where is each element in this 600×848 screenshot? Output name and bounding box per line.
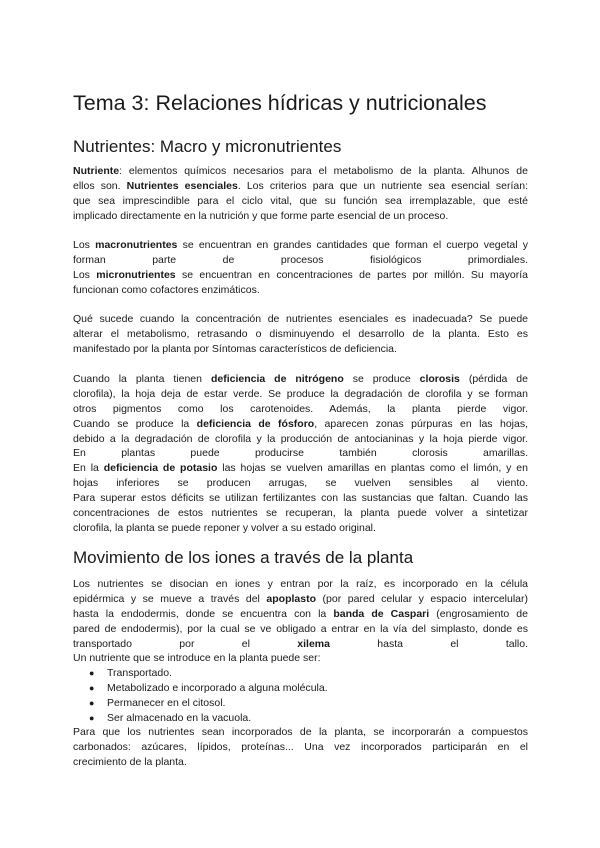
section-heading-movimiento-iones: Movimiento de los iones a través de la planta [73,548,414,567]
bullet-icon: ● [89,712,95,723]
paragraph-transporte-iones [73,577,528,666]
paragraph-deficiencias [73,372,528,536]
page-title: Tema 3: Relaciones hídricas y nutricionales [73,91,487,115]
bullet-icon: ● [89,697,95,708]
bold-term: banda de Caspari [333,607,430,620]
bold-term: clorosis [419,373,460,385]
bold-term: deficiencia de fósforo [196,417,315,430]
list-item-text: Metabolizado e incorporado a alguna molécula. [107,681,328,694]
list-item [73,711,528,726]
text-line: que sea imprescindible para el ciclo vital, que su función sea irremplazable, que esté [73,194,528,207]
text-line: clorofila), la hoja deja de estar verde. Se produce la degradación de clorofila y se forman [73,387,528,400]
text-line: Nutriente: elementos químicos necesarios para el metabolismo de la planta. Alhunos de [73,165,528,177]
text-line: Para que los nutrientes sean incorporados de la planta, se incorporarán a compuestos [73,726,528,738]
text-line: Cuando se produce la deficiencia de fósforo, aparecen zonas púrpuras en las hojas, [73,417,528,430]
text-line: Un nutriente que se introduce en la planta puede ser: [73,652,321,665]
bold-term: deficiencia de potasio [103,462,218,475]
list-item-text: Transportado. [107,667,172,679]
paragraph-macro-micronutrientes [73,238,528,298]
text-line: implicado directamente en la nutrición y que forme parte esencial de un proceso. [73,209,449,222]
text-line: Los micronutrientes se encuentran en concentraciones de partes por millón. Su mayoría [73,268,528,281]
paragraph-nutriente-definition [73,164,528,224]
text-line: debido a la degradación de clorofila y la producción de antocianinas y la hoja pierde vigor. [73,432,528,445]
bullet-icon: ● [89,682,95,693]
bold-term: apoplasto [266,592,317,605]
text-line: alterar el metabolismo, retrasando o disminuyendo el desarrollo de la planta. Esto es [73,327,528,340]
bold-term: macronutrientes [95,239,178,251]
text-line: En la deficiencia de potasio las hojas se vuelven amarillas en plantas como el limón, y en [73,462,528,475]
bold-term: Nutriente [73,165,120,177]
text-line: manifestado por la planta por Síntomas característicos de deficiencia. [73,342,397,355]
section-heading-nutrientes: Nutrientes: Macro y micronutrientes [73,137,342,156]
bold-term: xilema [297,637,330,650]
text-line: epidérmica y se mueve a través del apoplasto (por pared celular y espacio intercelular) [73,592,528,605]
text-line: otros pigmentos como los carotenoides. Además, la planta pierde vigor. [73,402,528,415]
text-line: forman parte de procesos fisiológicos primordiales. [73,253,528,266]
paragraph-concentracion-inadecuada [73,312,528,357]
text-line: Los nutrientes se disocian en iones y entran por la raíz, es incorporado en la célula [73,578,528,590]
paragraph-compuestos-carbonados [73,725,528,770]
bold-term: deficiencia de nitrógeno [210,373,344,385]
bullet-list-destino-nutriente [73,666,528,726]
text-line: clorofila, la planta se puede reponer y volver a su estado original. [73,521,376,534]
text-line: concentraciones de estos nutrientes se recuperan, la planta puede volver a sintetizar [73,507,528,520]
text-line: crecimiento de la planta. [73,755,187,768]
text-line: hasta la endodermis, donde se encuentra con la banda de Caspari (engrosamiento de [73,607,528,620]
list-item [73,681,528,696]
text-line: pared de endodermis), por la cual se ve obligado a entrar en la vía del simplasto, donde es [73,622,528,635]
text-line: En plantas puede producirse también clorosis amarillas. [73,447,528,460]
text-line: Cuando la planta tienen deficiencia de nitrógeno se produce clorosis (pérdida de [73,373,528,385]
bullet-icon: ● [89,668,95,678]
bold-term: micronutrientes [96,268,176,281]
text-line: Qué sucede cuando la concentración de nutrientes esenciales es inadecuada? Se puede [73,313,528,325]
list-item [73,696,528,711]
text-line: funcionan como cofactores enzimáticos. [73,283,260,296]
list-item-text: Permanecer en el citosol. [107,696,226,709]
text-line: Los macronutrientes se encuentran en grandes cantidades que forman el cuerpo vegetal y [73,239,528,251]
text-line: ellos son. Nutrientes esenciales. Los criterios para que un nutriente sea esencial serían: [73,179,528,192]
list-item [73,666,528,681]
text-line: carbonados: azúcares, lípidos, proteínas... Una vez incorporados participarán en el [73,740,528,753]
bold-term: Nutrientes esenciales [126,179,238,192]
text-line: hojas inferiores se producen arrugas, se vuelven sensibles al viento. [73,477,528,490]
text-line: transportado por el xilema hasta el tallo. [73,637,528,650]
list-item-text: Ser almacenado en la vacuola. [107,711,252,724]
text-line: Para superar estos déficits se utilizan fertilizantes con las sustancias que faltan. Cuando las [73,492,528,505]
